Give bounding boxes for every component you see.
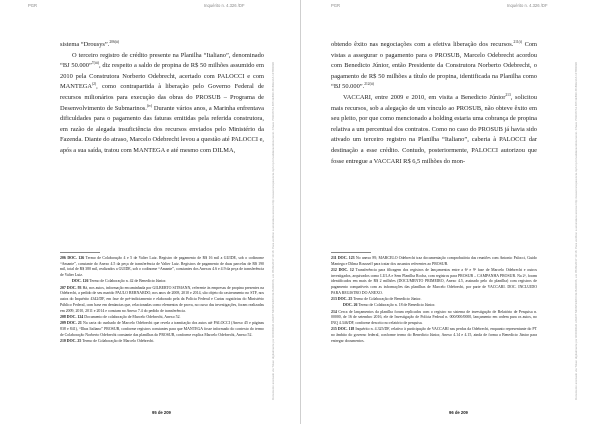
page-number: 96 de 209 [449, 410, 468, 415]
header-right: Inquérito n. 4.326 /DF [204, 3, 245, 8]
paragraph-text: O terceiro registro de crédito presente na Planilha “Italiano”, denominado “BJ 50.000” [60, 51, 264, 70]
footnote-text: Inquérito n. 4.325/DF, relativo à participação de VACCARI nas perdas da Odebrecht, enquanto representante do PT no âmbito do governo federal, conforme termo do Benedicto Júnior, Anexo 4.14 e 4.15, ainda de forma a Benedicto Júnior para entregar documentos. [331, 327, 537, 343]
body-text [60, 40, 264, 157]
footnotes [60, 256, 264, 345]
footnote [60, 256, 264, 279]
paragraph-text: VACCARI, entre 2009 e 2010, em visita a Benedicto Júnior [343, 93, 506, 101]
footnote-label: DOC. 26 [343, 303, 358, 308]
footnote-text: Termo de Colaboração n. 42 de Benedicto Júnior. [89, 279, 167, 284]
footnote-label: 207 DOC. 93 [60, 285, 82, 290]
footnote-rule [60, 252, 100, 253]
footnote [60, 286, 264, 315]
footnote-ref: 7(iii) [91, 61, 99, 66]
footnote-label: 211 DOC. 123 [331, 256, 355, 260]
footnote-text: Termo de Colaboração de Marcelo Odebrecht. [82, 338, 155, 343]
body-text [331, 40, 537, 167]
footnote-label: 214 [331, 309, 337, 314]
paragraph [60, 51, 264, 157]
footnote-label: 206 DOC. 126 [60, 256, 85, 260]
header-right: Inquérito n. 4.326 /DF [507, 3, 548, 8]
footnote-text: Na carta do cunhado de Marcelo Odebrecht que revela a tramitação dos autos até PALOCCI (Anexo 45 e páginas 838 e 841), “Ilhas Italiano” PROSUB, conforme registros constantes para que MANTEGA fosse informado do contexto do termo de Colaboração Norberto Odebrecht constante das planilhas do PROSUB, conforme explica Marcelo Odebrecht, Anexo 52. [60, 321, 264, 337]
footnote-ref: 206(ii) [109, 39, 120, 44]
paragraph-text: obtendo êxito nas negociações com a efetiva liberação dos recursos. [331, 41, 514, 48]
footnote [331, 268, 537, 297]
paragraph-text: sistema “Drousys”. [60, 41, 110, 48]
footnote [331, 303, 537, 309]
paragraph [60, 40, 264, 51]
footnote-ref: 213 [505, 92, 511, 97]
header-left: PGR [28, 3, 38, 8]
footnotes [331, 256, 537, 345]
footnote-label: 208 DOC. 124 [60, 314, 84, 319]
paragraph-text: , como contrapartida à liberação pelo Governo Federal de recursos milionários para execução das obras do PROSUB – Programa de Desenvolvimento de Submarinos. [60, 83, 264, 112]
footnote-text: Transferência para filtragem dos registros de lançamentos entre a 6ª e 9ª fase de Marcelo Odebrecht e outros investigados, arquivados como LULA e Sem Planilha Rocha, com registros para PROSUB – CAMPANHA PROSUB. Na 2ª, foram identificados em mais de R$ 2 milhões (DOCUMENTO PRIMEIRO, Anexo 4.5, assinado pelo do planilha) com registros de pagamento compatíveis com as informações das planilhas de Marcelo Odebrecht, por parte de VACCARI. DOC. INCLUIDO PARA REGISTRO DO ANEXO. [331, 268, 537, 295]
page-number: 95 de 209 [152, 410, 171, 415]
paragraph-text: Durante vários anos, a Marinha enfrentava dificuldades para o pagamento das faturas emitidas pela referida construtora, em razão de alegada insuficiência dos recursos enviados pelo Ministério da Fazenda. Diante do atraso, Marcelo Odebrecht levou a questão até PALOCCI e, após a sua saída, tratou com MANTEGA e até mesmo com DILMA, [60, 104, 264, 154]
paragraph [331, 40, 537, 93]
footnote-label: DOC. 126 [72, 279, 89, 284]
signature-side-note: Documento assinado via Token digitalmente por RODRIGO JANOT MONTEIRO DE BARROS, em 05/09/2017 19:18. Para verificar a assinatura acesse http://www.transparencia.mpf.mp.br/validacaodocumento. Chave 7D1C87A1.B7F3EB3C.B1B2E3A6.1F7B0D90 [574, 62, 578, 400]
footnote [331, 297, 537, 303]
signature-side-note: Documento assinado via Token digitalmente por RODRIGO JANOT MONTEIRO DE BARROS, em 05/09/2017 19:18. Para verificar a assinatura acesse http://www.transparencia.mpf.mp.br/validacaodocumento. Chave 7D1C87A1.B7F3EB3C.B1B2E3A6.1F7B0D90 [271, 62, 275, 400]
footnote-label: 215 DOC. 118 [331, 327, 355, 332]
footnote-text: Termo de Colaboração n. 18 de Benedicto Júnior. [358, 303, 436, 308]
footnote-label: 212 DOC. 12 [331, 268, 354, 272]
footnote [60, 279, 264, 285]
footnote-text: No anexo 89, MARCELO Odebrecht traz documentação comprobatória das reuniões com Antonio Palocci, Guido Mantega e Dilma Rousseff para tratar dos assuntos referentes ao PROSUB. [331, 256, 538, 266]
footnote-ref: (iv) [146, 103, 153, 108]
footnote [331, 256, 537, 267]
paragraph-text: Com vistas a assegurar o pagamento para o PROSUB, Marcelo Odebrecht acordou com Benedicto Júnior, então Presidente da Construtora Norberto Odebrecht, o pagamento de R$ 50 milhões a título de propina, identificada na Planilha como “BJ 50.000”. [331, 41, 537, 91]
footnote-text: Cerca de lançamentos da planilha foram replicados com o registro no sistema de investigação de Relatório de Pesquisa n. 00000, de 16 de setembro 2016, ele de Investigação de Polícia Federal n. 000/000/0000, lançamento em ordem para os autos, no INQ 4.346/DF, conforme descrito no relatório de pesquisa. [331, 309, 537, 326]
footnote-label: 213 DOC. 25 [331, 297, 353, 302]
footnote [60, 339, 264, 345]
paragraph [331, 93, 537, 167]
footnote-label: 210 DOC. 25 [60, 338, 82, 343]
paragraph-text: , diz respeito a saldo de propina de R$ 50 milhões assumido em 2010 pela Construtora Norberto Odebrecht, acertado com PALOCCI e com MANTEGA [60, 62, 264, 91]
footnote-label: 209 DOC. 21 [60, 321, 82, 326]
footnote [60, 321, 264, 338]
footnote [331, 310, 537, 327]
footnote-ref: (2) [91, 82, 97, 87]
footnote [331, 327, 537, 344]
header-left: PGR [331, 3, 341, 8]
footnote [60, 315, 264, 321]
right-page [300, 0, 600, 424]
paragraph-text: , solicitou mais recursos, sob a alegação de um vínculo ao PROSUB, não obteve êxito em seu pleito, por que como mencionado a holding estaria uma cobrança de propina relativa a um percentual dos contratos. Como no caso do PROSUB já havia sido ativado um terceiro registro na Planilha “Italiano”, caberia à PALOCCI dar destinação a esse crédito. Contudo, posteriormente, PALOCCI autorizou que fosse entregue a VACCARI R$ 6,5 milhões do mon- [331, 93, 537, 165]
footnote-text: Termo de Colaboração 4 e 5 de Valter Luiz. Registro de pagamento de R$ 16 mil a GUIDE, sob o codinome “Amante”, constante do Anexo 4.5 da peça de transferência de Valter Luiz. Registros de pagamento de duas parcelas de R$ 190 mil, total de R$ 380 mil, realizados a GUIDE, sob o codinome “Amante”, constantes dos Anexos 4.6 e 4.9 da peça de transferência de Valter Luiz. [60, 256, 264, 278]
footnote-text: Termo de Colaboração de Benedicto Júnior. [353, 297, 422, 302]
footnote-ref: 211(i) [513, 39, 523, 44]
footnote-ref: 212(ii) [364, 82, 374, 87]
footnote-text: Documento de colaboração de Marcelo Odebrecht, Anexo 52. [84, 314, 181, 319]
footnote-text: Há, nos autos, informação encaminhada por GILBERTO SITMANN, referente às empresas de propina presentes na Odebrecht, a pedido de seu marido PAULO BERNARDO, nos anos de 2008, 2010 e 2014, são objeto do rastreamento no STF, nos autos do Inquérito 4342/DF, em fase de pré-indiciamento e elaborado pela da Polícia Federal e Cartas rogatórias do Ministério Público Federal, com base em denúncias que, relacionadas como elementos de prova, no curso das investigações, foram realizadas em 2009, 2010, 2011 e 2014 e constam no Anexo 7.4 do pedido de transferência. [60, 285, 264, 313]
footnote-rule [331, 252, 371, 253]
